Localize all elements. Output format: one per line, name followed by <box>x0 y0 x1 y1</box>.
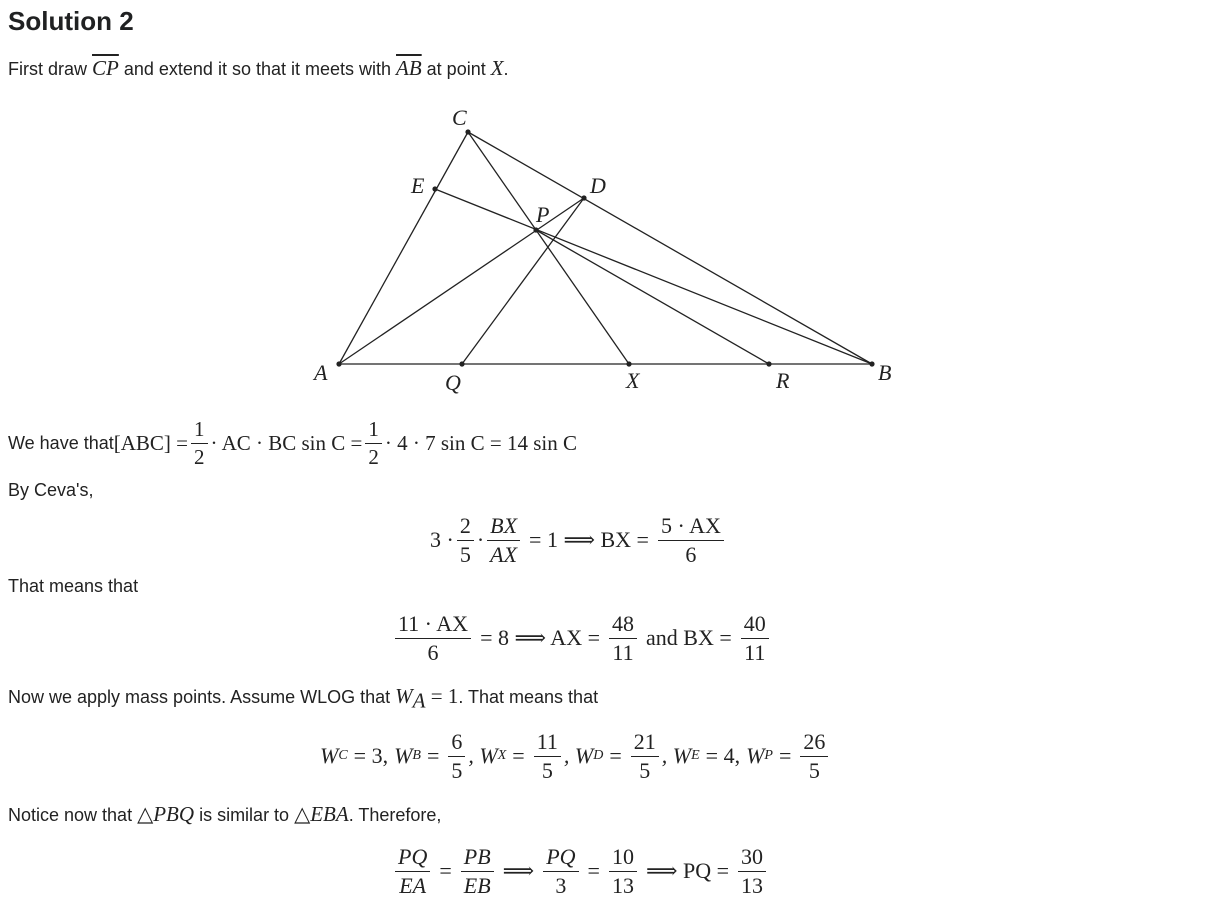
mass-text-1: Now we apply mass points. Assume WLOG that <box>8 687 396 707</box>
frac-den: 11 <box>744 639 766 665</box>
frac-num: PQ <box>395 845 430 871</box>
eq-sub: D <box>593 748 604 763</box>
point-e-dot <box>432 186 437 191</box>
frac-num: PQ <box>543 845 578 871</box>
eq-part: 3 · <box>430 527 454 552</box>
frac-30-13 <box>738 845 766 896</box>
frac-num: 48 <box>609 612 637 638</box>
eq-part: , W <box>563 743 594 768</box>
vertex-a <box>336 361 341 366</box>
label-p: P <box>536 202 550 227</box>
section-title: Solution 2 <box>8 6 134 36</box>
similar-text-2: is similar to <box>194 805 295 825</box>
intro-text-1: First draw <box>8 59 93 79</box>
frac-den: 5 <box>459 541 471 567</box>
frac-num: 2 <box>457 514 474 540</box>
label-e: E <box>411 173 425 198</box>
label-r: R <box>776 368 790 393</box>
ceva-equation <box>430 512 727 568</box>
eq-part: ⟹ PQ = <box>645 858 730 883</box>
segment-cp: $\overline{CP}$ <box>92 56 119 80</box>
final-equation <box>392 843 769 899</box>
frac-den: 3 <box>555 872 567 898</box>
ax-equation <box>392 610 772 666</box>
eq-part: W <box>746 743 765 768</box>
triangle-figure <box>300 100 920 400</box>
eq-part: = 4, <box>705 743 741 768</box>
area-line <box>8 418 577 468</box>
frac-wb <box>448 730 465 781</box>
weight-symbol: W <box>395 684 413 708</box>
frac-wp <box>800 730 828 781</box>
eq-sub: B <box>412 748 421 763</box>
label-x: X <box>626 368 640 393</box>
frac-den: 2 <box>368 444 379 469</box>
eq-part: = 1 ⟹ BX = <box>529 527 649 552</box>
eq-part: = <box>609 743 622 768</box>
frac-den: 5 <box>639 757 651 783</box>
frac-num: 11 · AX <box>395 612 471 638</box>
eq-part: = 8 ⟹ AX = <box>480 625 600 650</box>
label-q: Q <box>445 370 461 395</box>
frac-num: PB <box>461 845 494 871</box>
frac-num: 6 <box>448 730 465 756</box>
area-mid-2: · 4 · 7 sin C = 14 sin C <box>384 430 577 455</box>
eq-sub: P <box>764 748 773 763</box>
eq-part: = <box>587 858 600 883</box>
eq-part: , W <box>661 743 692 768</box>
frac-den: 2 <box>194 444 205 469</box>
frac-num: 10 <box>609 845 637 871</box>
similar-text-1: Notice now that <box>8 805 138 825</box>
area-lhs: [ABC] = <box>113 430 188 455</box>
eq-part: W <box>320 743 339 768</box>
frac-5ax-6 <box>658 514 724 565</box>
triangle-eba: △EBA <box>294 802 349 826</box>
frac-den: 13 <box>741 872 764 898</box>
point-x: X <box>490 56 504 80</box>
similar-line <box>8 802 441 827</box>
frac-num: 5 · AX <box>658 514 724 540</box>
frac-bx-ax <box>487 514 520 565</box>
frac-11ax-6 <box>395 612 471 663</box>
intro-line <box>8 56 509 81</box>
eq-part: = <box>426 743 440 768</box>
frac-den: EA <box>399 872 427 898</box>
similar-text-3: . Therefore, <box>348 805 442 825</box>
frac-num: 21 <box>631 730 659 756</box>
eq-sub: E <box>691 748 700 763</box>
point-q-dot <box>459 361 464 366</box>
frac-pq-ea <box>395 845 430 896</box>
frac-48-11 <box>609 612 637 663</box>
eq-part: , W <box>468 743 498 768</box>
frac-two-fifths <box>457 514 474 565</box>
frac-den: EB <box>463 872 491 898</box>
frac-half-1 <box>191 418 208 467</box>
frac-num: BX <box>487 514 520 540</box>
means-text: That means that <box>8 576 139 596</box>
eq-part: and BX = <box>646 625 732 650</box>
frac-wx <box>534 730 561 781</box>
eq-part: = <box>778 743 792 768</box>
eq-part: ⟹ <box>502 858 535 883</box>
frac-pb-eb <box>461 845 494 896</box>
frac-num: 11 <box>534 730 561 756</box>
eq-part: · <box>476 527 485 552</box>
area-text: We have that <box>8 432 114 453</box>
eq-sub: C <box>338 748 348 763</box>
label-d: D <box>590 173 606 198</box>
frac-den: 5 <box>541 757 553 783</box>
label-a: A <box>314 360 328 385</box>
eq-part: = <box>512 743 525 768</box>
mass-points-line <box>8 684 598 714</box>
eq-part: = <box>439 858 452 883</box>
frac-num: 40 <box>741 612 769 638</box>
frac-40-11 <box>741 612 769 663</box>
weight-eq: = 1 <box>425 684 459 708</box>
frac-den: 13 <box>611 872 634 898</box>
point-d-dot <box>581 195 586 200</box>
frac-den: 11 <box>612 639 634 665</box>
intro-text-2: and extend it so that it meets with <box>118 59 397 79</box>
frac-num: 26 <box>800 730 828 756</box>
frac-half-2 <box>365 418 382 467</box>
triangle-pbq: △PBQ <box>137 802 195 826</box>
ceva-text: By Ceva's, <box>8 480 94 500</box>
frac-num: 1 <box>191 418 208 443</box>
frac-den: 5 <box>451 757 463 783</box>
frac-den: AX <box>490 541 518 567</box>
label-c: C <box>452 105 467 130</box>
weight-subscript: A <box>412 688 426 713</box>
weights-equation <box>320 728 831 784</box>
frac-den: 5 <box>808 757 820 783</box>
frac-10-13 <box>609 845 637 896</box>
eq-part: W <box>394 743 413 768</box>
point-r-dot <box>766 361 771 366</box>
segment-ab: $\overline{AB}$ <box>396 56 422 80</box>
frac-num: 1 <box>365 418 382 443</box>
mass-text-2: . That means that <box>458 687 599 707</box>
frac-den: 6 <box>427 639 439 665</box>
intro-text-3: at point <box>421 59 491 79</box>
vertex-c <box>465 129 470 134</box>
frac-num: 30 <box>738 845 766 871</box>
frac-den: 6 <box>685 541 697 567</box>
intro-text-4: . <box>503 59 509 79</box>
eq-sub: X <box>497 748 507 763</box>
vertex-b <box>869 361 874 366</box>
point-p-dot <box>533 227 538 232</box>
label-b: B <box>878 360 892 385</box>
frac-wd <box>631 730 659 781</box>
area-mid-1: · AC · BC sin C = <box>210 430 363 455</box>
point-x-dot <box>626 361 631 366</box>
eq-part: = 3, <box>353 743 389 768</box>
frac-pq-3 <box>543 845 578 896</box>
